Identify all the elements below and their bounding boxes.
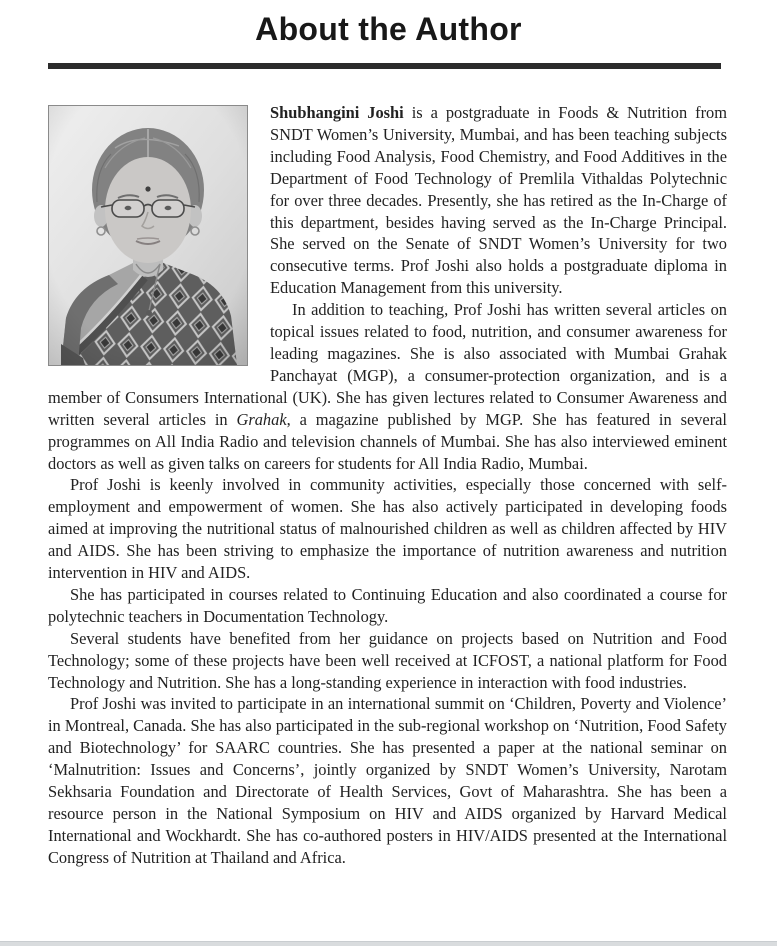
paragraph-1-text: is a postgraduate in Foods & Nutrition from SNDT Women’s University, Mumbai, and has been teaching subjects including Food Analysis, Food Chemistry, and Food Additives in the Department of Food Technology of Premlila Vithaldas Polytechnic for over three decades. Presently, she has retired as the In-Charge of this department, besides having served as the In-Charge Principal. She served on the Senate of SNDT Women’s University for two consecutive terms. Prof Joshi also holds a postgraduate diploma in Education Management from this university. <box>270 103 727 298</box>
author-bio-text <box>48 102 727 869</box>
magazine-name: Grahak <box>236 409 287 429</box>
paragraph-6: Prof Joshi was invited to participate in an international summit on ‘Children, Poverty and Violence’ in Montreal, Canada. She has also participated in the sub-regional workshop on ‘Nutrition, Food Safety and Biotechnology’ for SAARC countries. She has presented a paper at the national seminar on ‘Malnutrition: Issues and Concerns’, jointly organized by SNDT Women’s University, Narotam Sekhsaria Foundation and Directorate of Health Services, Govt of Maharashtra. She has been a resource person in the National Symposium on HIV and AIDS organized by Harvard Medical International and Wockhardt. She has co-authored posters in HIV/AIDS presented at the International Congress of Nutrition at Thailand and Africa. <box>48 694 727 867</box>
paragraph-2-text-a: In addition to teaching, Prof Joshi has written several articles on topical issues related to food, nutrition, and consumer awareness for leading magazines. She is also associated with Mumbai Grahak Panchayat (MGP), a consumer-protection organization, and is a member of Consumers International (UK). She has given lectures related to Consumer Awareness and written several articles in <box>48 300 727 429</box>
paragraph-4: She has participated in courses related to Continuing Education and also coordinated a course for polytechnic teachers in Documentation Technology. <box>48 584 727 626</box>
author-name: Shubhangini Joshi <box>270 103 404 122</box>
paragraph-3: Prof Joshi is keenly involved in community activities, especially those concerned with self-employment and empowerment of women. She has also actively participated in developing foods aimed at improving the nutritional status of malnourished children as well as children affected by HIV and AIDS. She has been striving to emphasize the importance of nutrition awareness and nutrition intervention in HIV and AIDS. <box>48 475 727 583</box>
paragraph-2-text-b: , a magazine published by MGP. She has featured in several programmes on All India Radio and television channels of Mumbai. She has also interviewed eminent doctors as well as given talks on careers for students for All India Radio, Mumbai. <box>48 409 727 473</box>
page-title: About the Author <box>255 11 522 47</box>
page-bottom-edge <box>0 941 777 946</box>
title-divider <box>48 63 721 69</box>
paragraph-5: Several students have benefited from her guidance on projects based on Nutrition and Food Technology; some of these projects have been well received at ICFOST, a national platform for Food Technology and Nutrition. She has a long-standing experience in interaction with food industries. <box>48 628 727 692</box>
author-portrait-image <box>49 106 247 365</box>
author-photo <box>48 105 248 366</box>
